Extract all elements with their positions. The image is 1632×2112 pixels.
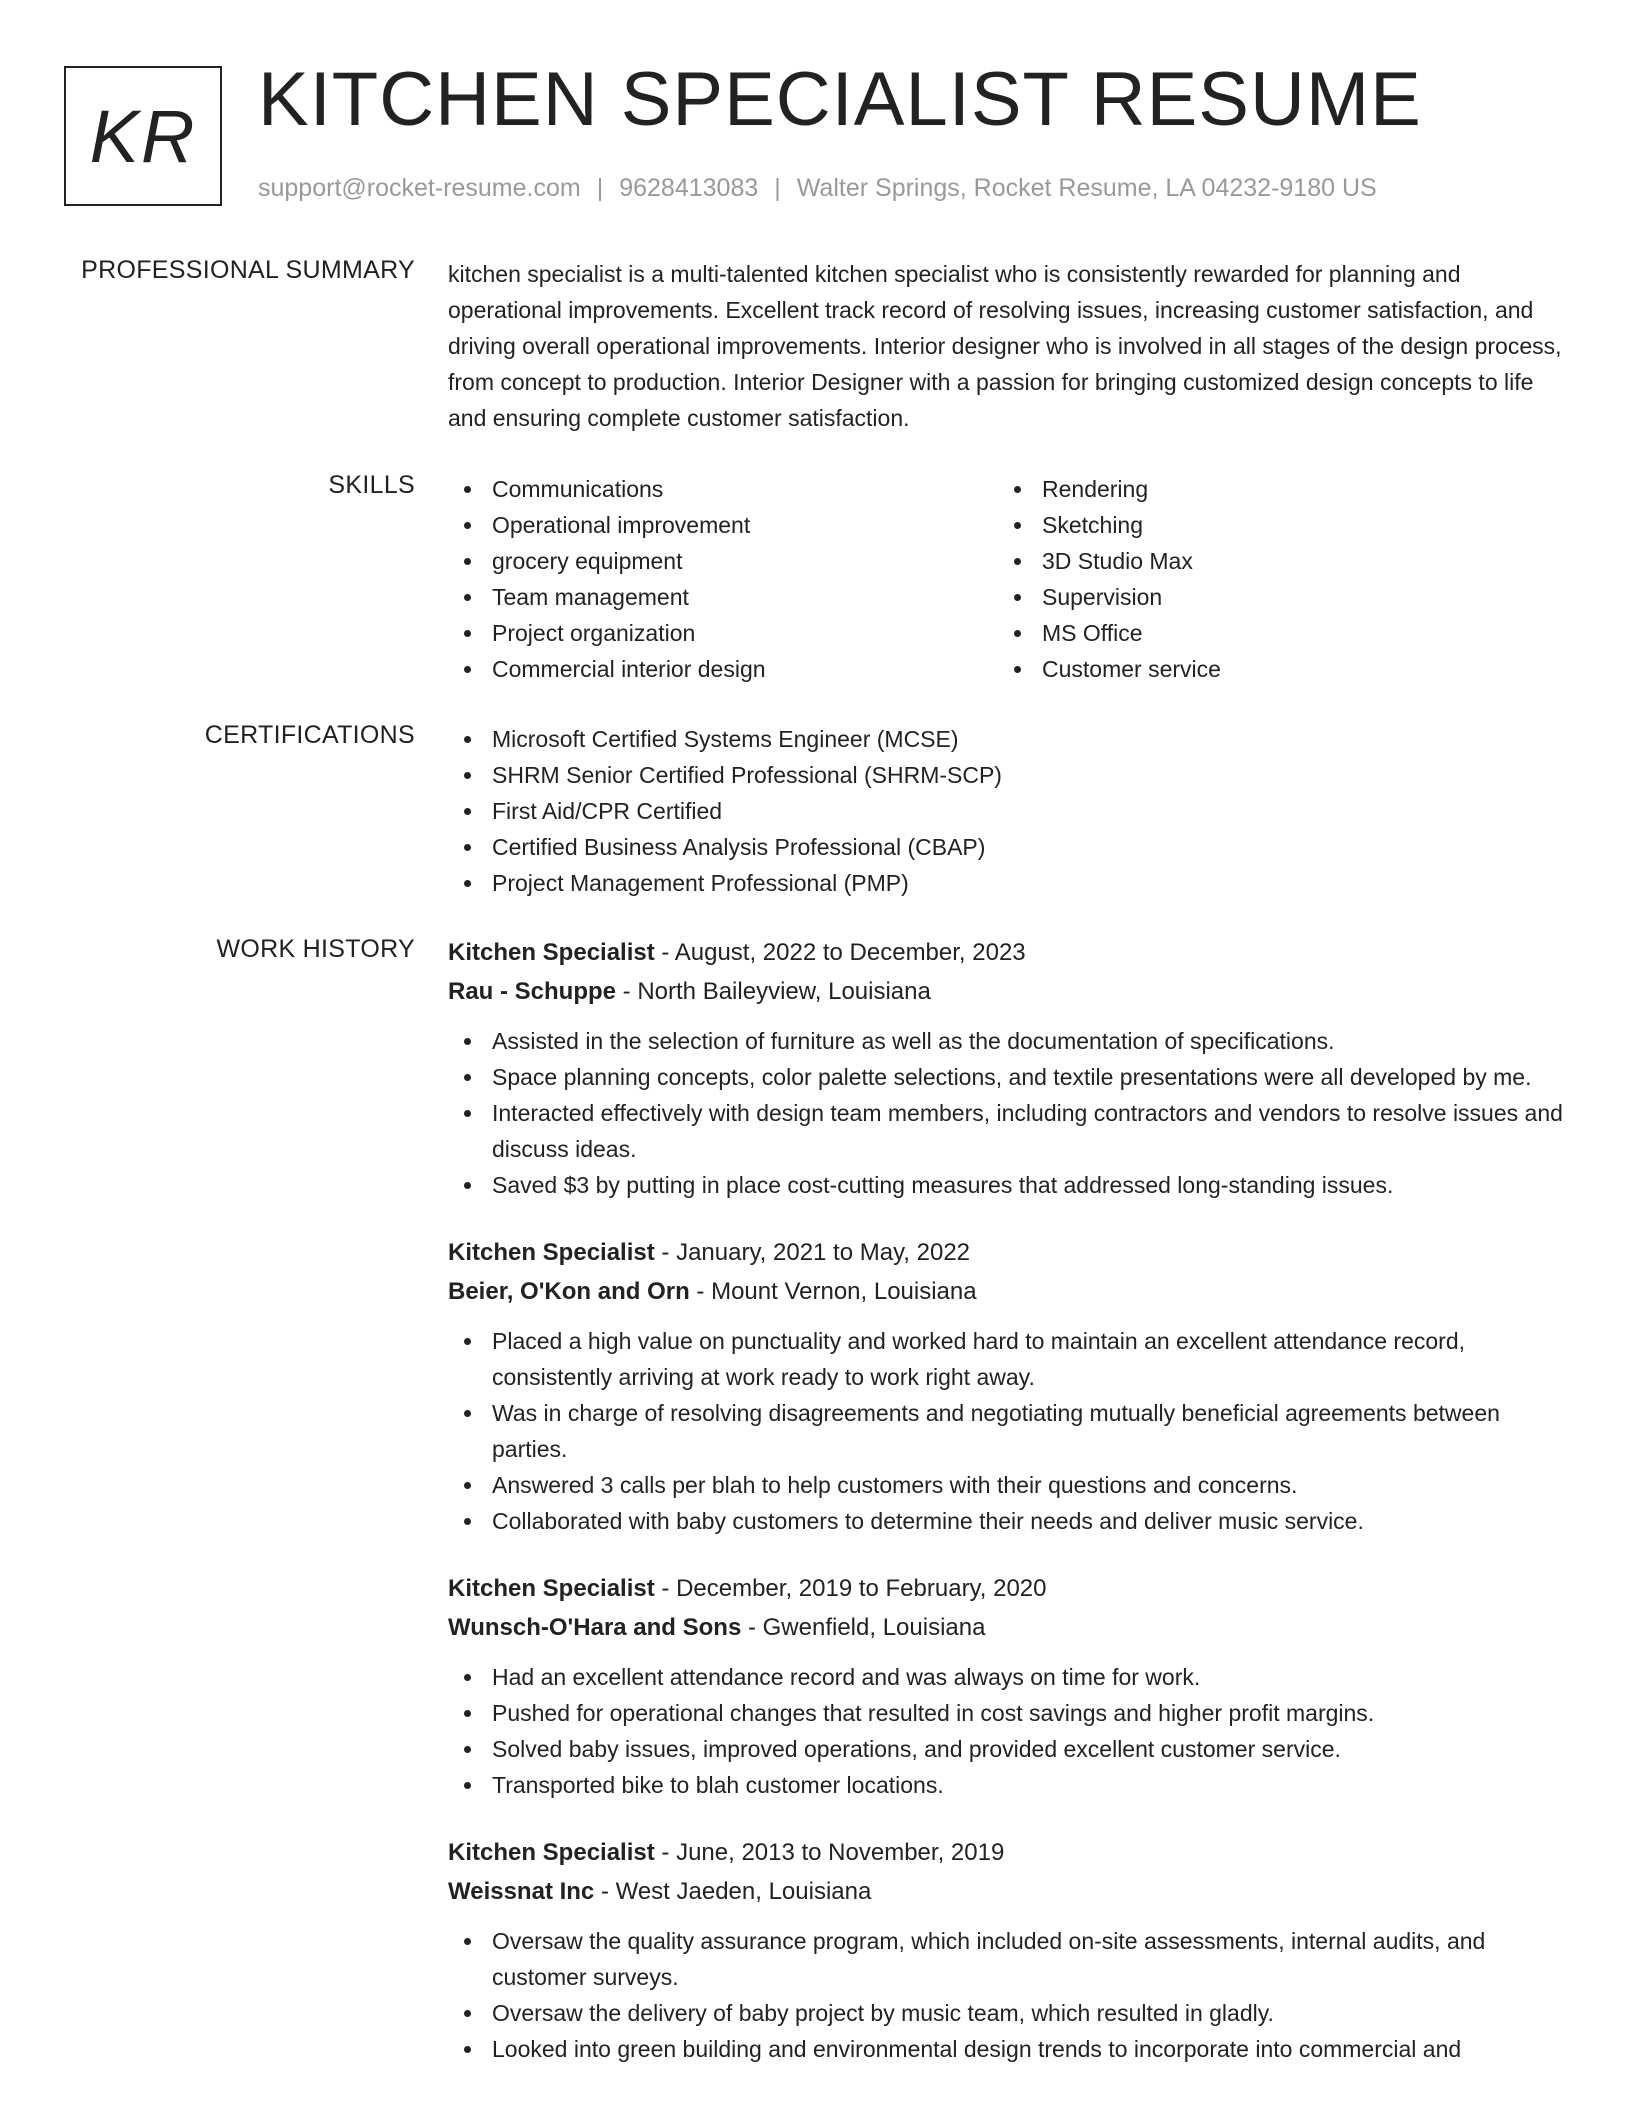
job-company-line (448, 1272, 1568, 1311)
job-dates: - August, 2022 to December, 2023 (654, 939, 1026, 966)
skill-item: Operational improvement (448, 507, 998, 543)
job-bullet: Answered 3 calls per blah to help customers with their questions and concerns. (448, 1467, 1568, 1503)
certifications-list (448, 721, 1568, 901)
contact-separator: | (774, 174, 781, 202)
contact-address: Walter Springs, Rocket Resume, LA 04232-9180 US (796, 174, 1377, 202)
skill-item: Sketching (998, 507, 1548, 543)
resume-title: KITCHEN SPECIALIST RESUME (258, 57, 1422, 142)
job-title-line (448, 1233, 1568, 1272)
skill-item: Supervision (998, 579, 1548, 615)
job-entry (448, 933, 1568, 1203)
job-bullets (448, 1023, 1568, 1203)
job-title: Kitchen Specialist (448, 939, 655, 966)
job-company-line (448, 1872, 1568, 1911)
job-title-line (448, 1833, 1568, 1872)
summary-heading: PROFESSIONAL SUMMARY (81, 256, 415, 284)
job-bullet: Had an excellent attendance record and was always on time for work. (448, 1659, 1568, 1695)
job-dates: - June, 2013 to November, 2019 (654, 1839, 1005, 1866)
skill-item: grocery equipment (448, 543, 998, 579)
monogram-box (64, 66, 222, 206)
certification-item: Project Management Professional (PMP) (448, 865, 1568, 901)
job-entry (448, 1569, 1568, 1803)
skill-item: Communications (448, 471, 998, 507)
summary-text: kitchen specialist is a multi-talented kitchen specialist who is consistently rewarded for planning and operational improvements. Excellent track record of resolving issues, increasing customer satisfaction, and driving overall operational improvements. Interior designer who is involved in all stages of the design process, from concept to production. Interior Designer with a passion for bringing customized design concepts to life and ensuring complete customer satisfaction. (448, 261, 1562, 431)
job-location: - Mount Vernon, Louisiana (689, 1278, 977, 1305)
job-company-line (448, 1608, 1568, 1647)
job-location: - North Baileyview, Louisiana (616, 978, 931, 1005)
skill-item: 3D Studio Max (998, 543, 1548, 579)
job-bullet: Interacted effectively with design team members, including contractors and vendors to resolve issues and discuss ideas. (448, 1095, 1568, 1167)
skill-item: Team management (448, 579, 998, 615)
skills-body (448, 471, 1568, 687)
job-entry (448, 1233, 1568, 1539)
work-history-heading: WORK HISTORY (216, 935, 415, 963)
skills-columns (448, 471, 1568, 687)
job-bullet: Placed a high value on punctuality and worked hard to maintain an excellent attendance record, consistently arriving at work ready to work right away. (448, 1323, 1568, 1395)
job-title: Kitchen Specialist (448, 1575, 655, 1602)
skill-item: Customer service (998, 651, 1548, 687)
contact-email: support@rocket-resume.com (258, 174, 581, 202)
summary-body (448, 256, 1568, 436)
job-bullets (448, 1923, 1568, 2067)
job-company: Wunsch-O'Hara and Sons (448, 1614, 742, 1641)
job-entry (448, 1833, 1568, 2067)
skills-list-right (998, 471, 1548, 687)
job-bullet: Solved baby issues, improved operations, and provided excellent customer service. (448, 1731, 1568, 1767)
skills-list-left (448, 471, 998, 687)
job-title: Kitchen Specialist (448, 1839, 655, 1866)
job-bullet: Transported bike to blah customer locations. (448, 1767, 1568, 1803)
skill-item: MS Office (998, 615, 1548, 651)
job-bullet: Pushed for operational changes that resulted in cost savings and higher profit margins. (448, 1695, 1568, 1731)
job-company: Beier, O'Kon and Orn (448, 1278, 690, 1305)
certification-item: SHRM Senior Certified Professional (SHRM-SCP) (448, 757, 1568, 793)
certification-item: Certified Business Analysis Professional (CBAP) (448, 829, 1568, 865)
job-bullet: Oversaw the quality assurance program, which included on-site assessments, internal audits, and customer surveys. (448, 1923, 1568, 1995)
certifications-body (448, 721, 1568, 901)
job-bullet: Looked into green building and environmental design trends to incorporate into commercial and (448, 2031, 1568, 2067)
job-bullet: Space planning concepts, color palette selections, and textile presentations were all developed by me. (448, 1059, 1568, 1095)
job-bullet: Was in charge of resolving disagreements and negotiating mutually beneficial agreements between parties. (448, 1395, 1568, 1467)
job-title-line (448, 1569, 1568, 1608)
contact-phone: 9628413083 (619, 174, 759, 202)
job-title: Kitchen Specialist (448, 1239, 655, 1266)
job-location: - West Jaeden, Louisiana (594, 1878, 872, 1905)
job-dates: - December, 2019 to February, 2020 (654, 1575, 1047, 1602)
work-history-body (448, 933, 1568, 2097)
job-company-line (448, 972, 1568, 1011)
certification-item: Microsoft Certified Systems Engineer (MCSE) (448, 721, 1568, 757)
contact-separator: | (596, 174, 604, 202)
monogram-initials: KR (89, 94, 197, 178)
job-bullet: Collaborated with baby customers to determine their needs and deliver music service. (448, 1503, 1568, 1539)
job-location: - Gwenfield, Louisiana (741, 1614, 986, 1641)
skill-item: Rendering (998, 471, 1548, 507)
skill-item: Commercial interior design (448, 651, 998, 687)
job-company: Weissnat Inc (448, 1878, 595, 1905)
job-bullet: Assisted in the selection of furniture as well as the documentation of specifications. (448, 1023, 1568, 1059)
job-bullets (448, 1323, 1568, 1539)
certification-item: First Aid/CPR Certified (448, 793, 1568, 829)
skill-item: Project organization (448, 615, 998, 651)
contact-line (258, 174, 1377, 203)
job-title-line (448, 933, 1568, 972)
skills-heading: SKILLS (328, 471, 415, 499)
job-dates: - January, 2021 to May, 2022 (654, 1239, 971, 1266)
job-bullet: Oversaw the delivery of baby project by music team, which resulted in gladly. (448, 1995, 1568, 2031)
certifications-heading: CERTIFICATIONS (204, 721, 415, 749)
job-company: Rau - Schuppe (448, 978, 617, 1005)
job-bullet: Saved $3 by putting in place cost-cutting measures that addressed long-standing issues. (448, 1167, 1568, 1203)
job-bullets (448, 1659, 1568, 1803)
